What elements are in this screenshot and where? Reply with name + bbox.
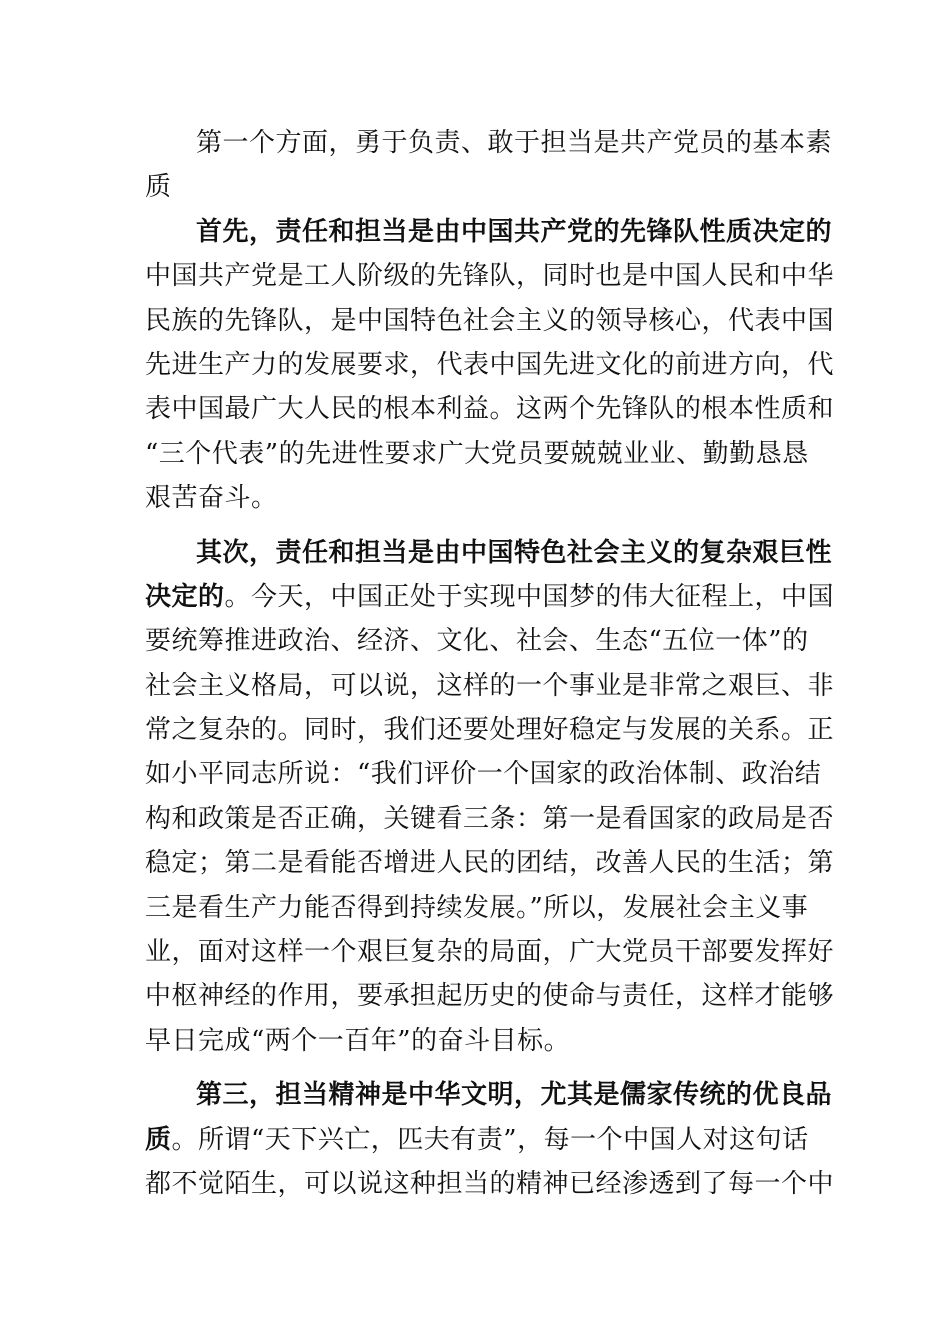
bold-text: 质 xyxy=(145,1124,172,1155)
body-text: “三个代表”的先进性要求广大党员要兢兢业业、勤勤恳恳 xyxy=(145,438,809,469)
text-line xyxy=(145,210,833,254)
body-text: 第一个方面，勇于负责、敢于担当是共产党员的基本素 xyxy=(196,128,833,158)
text-line xyxy=(145,254,835,298)
bold-text: 首先，责任和担当是由中国共产党的先锋队性质决定的 xyxy=(196,216,833,247)
body-text: 社会主义格局，可以说，这样的一个事业是非常之艰巨、非 xyxy=(145,670,835,701)
document-page xyxy=(145,121,835,1206)
body-text: 常之复杂的。同时，我们还要处理好稳定与发展的关系。正 xyxy=(145,715,835,746)
text-line xyxy=(145,121,833,165)
text-line xyxy=(145,476,815,520)
paragraph xyxy=(145,210,835,521)
text-line xyxy=(145,1162,835,1206)
text-line xyxy=(145,708,835,752)
text-line xyxy=(145,531,833,575)
text-line xyxy=(145,575,835,619)
text-line xyxy=(145,1073,833,1117)
bold-text: 其次，责任和担当是由中国特色社会主义的复杂艰巨性 xyxy=(196,537,833,568)
body-text: 表中国最广大人民的根本利益。这两个先锋队的根本性质和 xyxy=(145,394,835,425)
body-text: 中枢神经的作用，要承担起历史的使命与责任，这样才能够 xyxy=(145,981,835,1012)
bold-text: 第三，担当精神是中华文明，尤其是儒家传统的优良品 xyxy=(196,1080,833,1111)
text-line xyxy=(145,752,822,796)
text-line xyxy=(145,886,815,930)
bold-text: 决定的 xyxy=(145,581,225,612)
text-line xyxy=(145,974,835,1018)
body-text: 稳定；第二是看能否增进人民的团结，改善人民的生活；第 xyxy=(145,848,835,879)
text-line xyxy=(145,299,835,343)
text-line xyxy=(145,1019,815,1063)
text-line xyxy=(145,387,835,431)
text-line xyxy=(145,343,835,387)
body-text: 业，面对这样一个艰巨复杂的局面，广大党员干部要发挥好 xyxy=(145,937,835,968)
text-line xyxy=(145,797,835,841)
body-text: 中国共产党是工人阶级的先锋队，同时也是中国人民和中华 xyxy=(145,261,835,292)
text-line xyxy=(145,841,835,885)
text-line xyxy=(145,165,815,209)
body-text: 先进生产力的发展要求，代表中国先进文化的前进方向，代 xyxy=(145,349,835,380)
body-text: 。所谓“天下兴亡，匹夫有责”，每一个中国人对这句话 xyxy=(171,1124,809,1155)
body-text: 。今天，中国正处于实现中国梦的伟大征程上，中国 xyxy=(224,581,835,612)
paragraph xyxy=(145,531,835,1064)
body-text: 艰苦奋斗。 xyxy=(145,483,278,514)
text-line xyxy=(145,432,815,476)
body-text: 三是看生产力能否得到持续发展。”所以，发展社会主义事 xyxy=(145,892,809,923)
paragraph xyxy=(145,1073,835,1206)
body-text: 都不觉陌生，可以说这种担当的精神已经渗透到了每一个中 xyxy=(145,1168,835,1199)
text-line xyxy=(145,930,835,974)
text-line xyxy=(145,1118,815,1162)
body-text: 构和政策是否正确，关键看三条：第一是看国家的政局是否 xyxy=(145,803,835,834)
body-text: 如小平同志所说：“我们评价一个国家的政治体制、政治结 xyxy=(145,759,822,790)
body-text: 早日完成“两个一百年”的奋斗目标。 xyxy=(145,1025,571,1056)
paragraph xyxy=(145,121,833,210)
text-line xyxy=(145,619,815,663)
body-text: 质 xyxy=(145,172,172,203)
body-text: 民族的先锋队，是中国特色社会主义的领导核心，代表中国 xyxy=(145,305,835,336)
text-line xyxy=(145,664,835,708)
body-text: 要统筹推进政治、经济、文化、社会、生态“五位一体”的 xyxy=(145,626,809,657)
